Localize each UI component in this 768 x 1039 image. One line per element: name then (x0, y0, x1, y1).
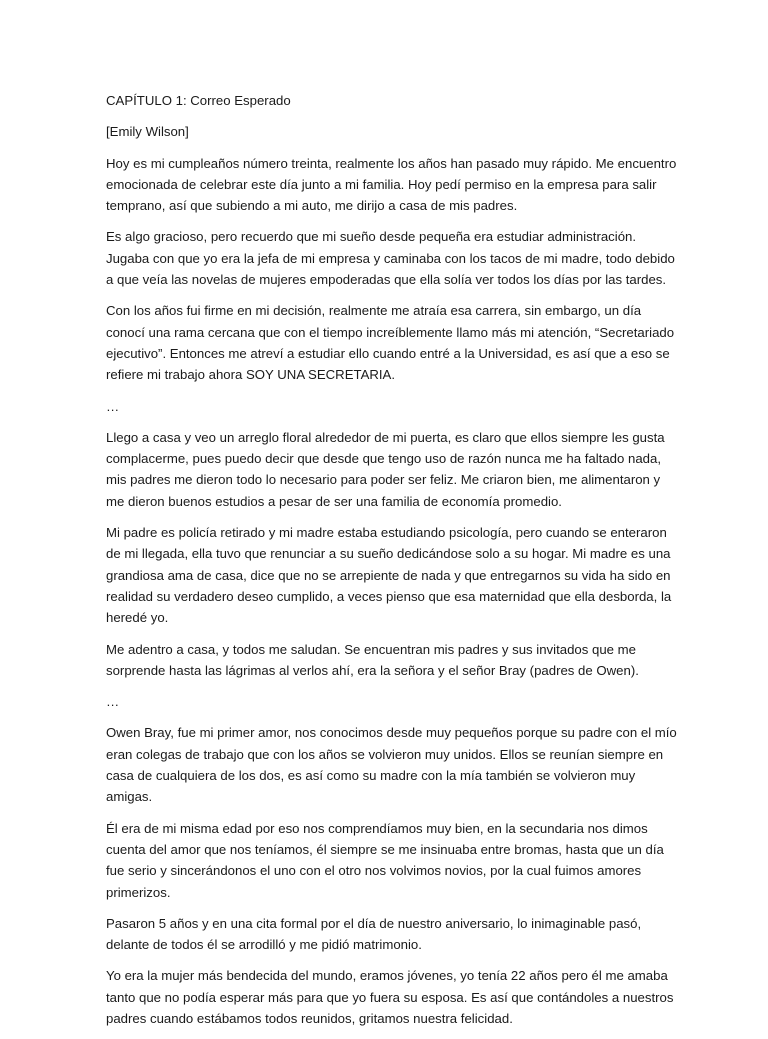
paragraph: Owen Bray, fue mi primer amor, nos conocimos desde muy pequeños porque su padre con el mío eran colegas de trabajo que con los años se volvieron muy unidos. Ellos se reunían siempre en casa de cualquiera de los dos, es así como su madre con la mía también se volvieron muy amigas. (106, 725, 677, 805)
paragraph: Llego a casa y veo un arreglo floral alrededor de mi puerta, es claro que ellos siempre les gusta complacerme, pues puedo decir que desde que tengo uso de razón nunca me ha faltado nada, mis padres me dieron todo lo necesario para poder ser feliz. Me criaron bien, me alimentaron y me dieron buenos estudios a pesar de ser una familia de economía promedio. (106, 429, 665, 509)
paragraph: Con los años fui firme en mi decisión, realmente me atraía esa carrera, sin embargo, un día conocí una rama cercana que con el tiempo increíblemente llamo más mi atención, “Secretariado ejecutivo”. Entonces me atreví a estudiar ello cuando entré a la Universidad, es así que a eso se refiere mi trabajo ahora SOY UNA SECRETARIA. (106, 303, 675, 383)
paragraph: Me adentro a casa, y todos me saludan. Se encuentran mis padres y sus invitados que me sorprende hasta las lágrimas al verlos ahí, era la señora y el señor Bray (padres de Owen). (106, 641, 639, 678)
paragraph: Hoy es mi cumpleaños número treinta, realmente los años han pasado muy rápido. Me encuentro emocionada de celebrar este día junto a mi familia. Hoy pedí permiso en la empresa para salir temprano, así que subiendo a mi auto, me dirijo a casa de mis padres. (106, 155, 677, 214)
document-page (106, 90, 678, 1039)
scene-break: … (106, 398, 120, 414)
scene-break: … (106, 694, 120, 710)
paragraph: Pasaron 5 años y en una cita formal por el día de nuestro aniversario, lo inimaginable pasó, delante de todos él se arrodilló y me pidió matrimonio. (106, 915, 642, 953)
paragraph: Es algo gracioso, pero recuerdo que mi sueño desde pequeña era estudiar administración. Jugaba con que yo era la jefa de mi empresa y caminaba con los tacos de mi madre, todo debido a que veía las novelas de mujeres empoderadas que ella solía ver todos los días por las tardes. (106, 229, 675, 288)
paragraph: Yo era la mujer más bendecida del mundo, eramos jóvenes, yo tenía 22 años pero él me amaba tanto que no podía esperar más para que yo fuera su esposa. Es así que contándoles a nuestros padres cuando estábamos todos reunidos, gritamos nuestra felicidad. (106, 968, 674, 1026)
paragraph: Mi padre es policía retirado y mi madre estaba estudiando psicología, pero cuando se enteraron de mi llegada, ella tuvo que renunciar a su sueño dedicándose solo a su hogar. Mi madre es una grandiosa ama de casa, dice que no se arrepiente de nada y que entregarnos su vida ha sido en realidad su verdadero deseo cumplido, a veces pienso que esa maternidad que ella desborda, la heredé yo. (106, 525, 672, 626)
paragraph: Él era de mi misma edad por eso nos comprendíamos muy bien, en la secundaria nos dimos cuenta del amor que nos teníamos, él siempre se me insinuaba entre bromas, hasta que un día fue serio y sincerándonos el uno con el otro nos volvimos novios, por la cual fuimos amores primerizos. (106, 820, 664, 900)
narrator-tag: [Emily Wilson] (106, 124, 189, 140)
chapter-title: CAPÍTULO 1: Correo Esperado (106, 93, 291, 108)
